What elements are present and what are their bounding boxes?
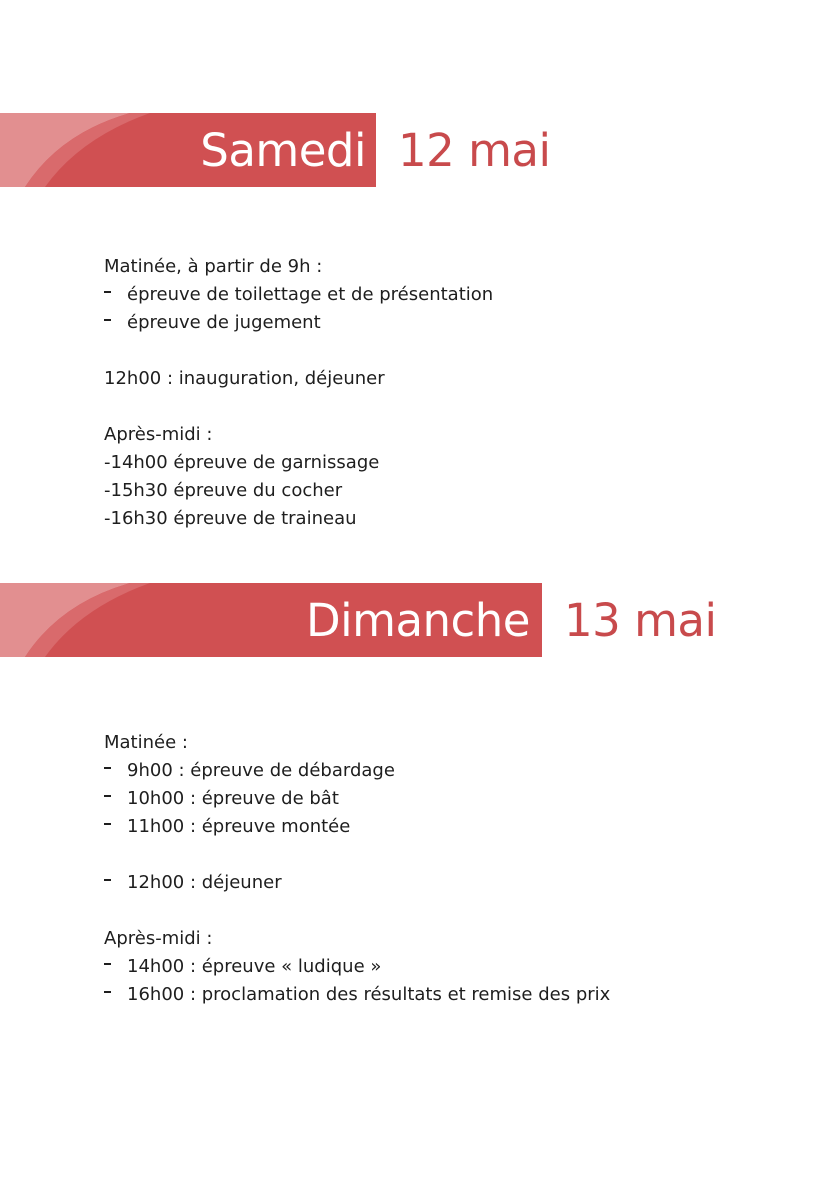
list-item <box>104 281 744 309</box>
list-item: -15h30 épreuve du cocher <box>104 480 343 501</box>
list-item-text: 10h00 : épreuve de bât <box>127 788 339 809</box>
list-item: -14h00 épreuve de garnissage <box>104 452 380 473</box>
saturday-noon: 12h00 : inauguration, déjeuner <box>104 368 385 389</box>
sunday-afternoon-heading: Après-midi : <box>104 928 213 949</box>
list-item-text: 12h00 : déjeuner <box>127 872 282 893</box>
list-item <box>104 757 744 785</box>
saturday-date-label: 12 mai <box>398 124 551 177</box>
list-item-text: épreuve de jugement <box>127 312 321 333</box>
saturday-schedule <box>104 253 744 533</box>
sunday-banner <box>0 583 542 657</box>
list-item <box>104 953 744 981</box>
list-item <box>104 309 744 337</box>
list-item-text: 9h00 : épreuve de débardage <box>127 760 395 781</box>
saturday-banner <box>0 113 376 187</box>
list-item <box>104 813 744 841</box>
sunday-date-label: 13 mai <box>564 594 717 647</box>
list-item-text: 16h00 : proclamation des résultats et remise des prix <box>127 984 611 1005</box>
sunday-day-label: Dimanche <box>305 594 530 647</box>
list-item <box>104 785 744 813</box>
sunday-morning-heading: Matinée : <box>104 732 188 753</box>
list-item <box>104 869 744 897</box>
list-item-text: 14h00 : épreuve « ludique » <box>127 956 382 977</box>
list-item-text: 11h00 : épreuve montée <box>127 816 351 837</box>
saturday-day-label: Samedi <box>200 124 366 177</box>
saturday-morning-heading: Matinée, à partir de 9h : <box>104 256 323 277</box>
list-item <box>104 981 744 1009</box>
saturday-afternoon-heading: Après-midi : <box>104 424 213 445</box>
list-item: -16h30 épreuve de traineau <box>104 508 357 529</box>
sunday-schedule <box>104 729 744 1009</box>
list-item-text: épreuve de toilettage et de présentation <box>127 284 494 305</box>
